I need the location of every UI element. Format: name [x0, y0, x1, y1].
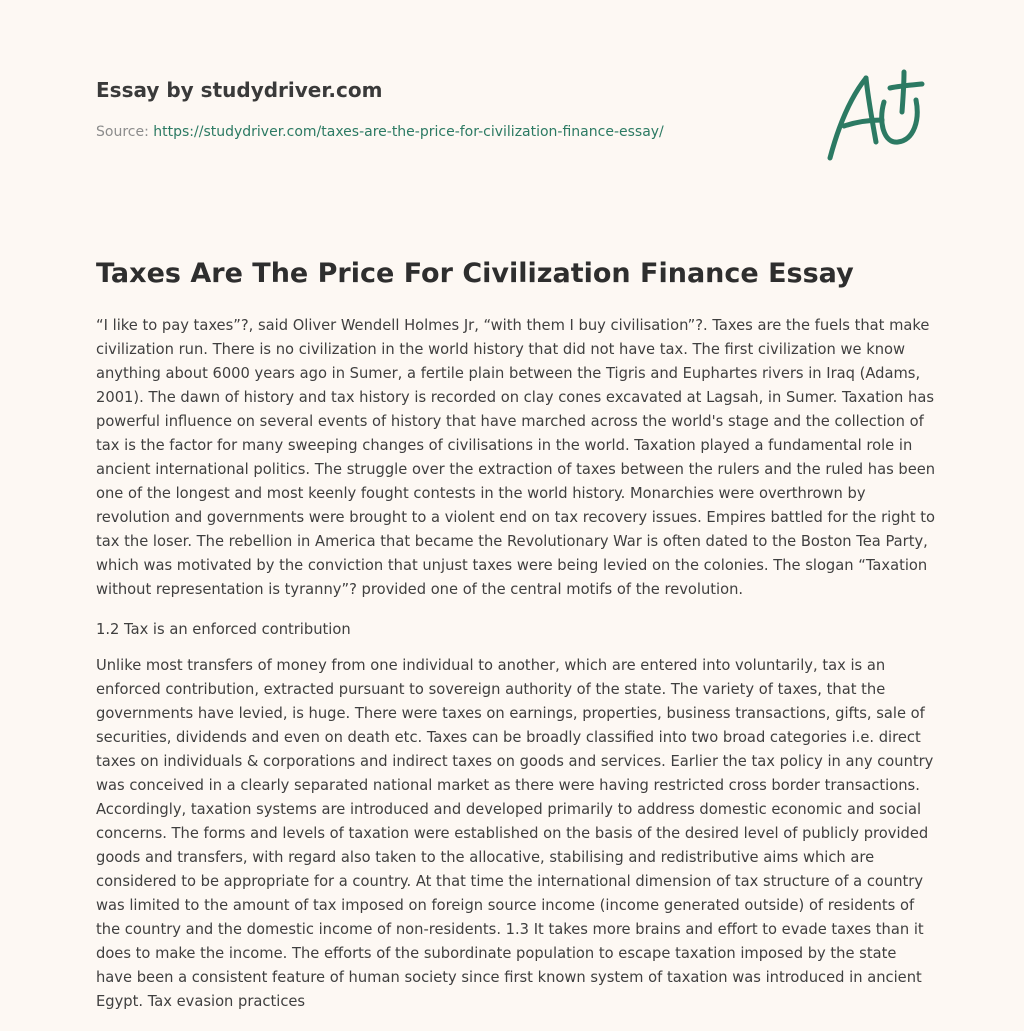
- a-plus-logo-icon: [822, 68, 926, 164]
- section-subheading: 1.2 Tax is an enforced contribution: [96, 621, 351, 638]
- source-label: Source:: [96, 124, 154, 140]
- essay-body: [96, 314, 936, 1030]
- page-header: [96, 75, 796, 142]
- source-line: [96, 122, 796, 142]
- essay-paragraph: Unlike most transfers of money from one individual to another, which are entered into voluntarily, tax is an enforced contribution, extracted pursuant to sovereign authority of the state. The variety of taxes, that the governments have levied, is huge. There were taxes on earnings, properties, business transactions, gifts, sale of securities, dividends and even on death etc. Taxes can be broadly classified into two broad categories i.e. direct taxes on individuals & corporations and indirect taxes on goods and services. Earlier the tax policy in any country was conceived in a clearly separated national market as there were having restricted cross border transactions. Accordingly, taxation systems are introduced and developed primarily to address domestic economic and social concerns. The forms and levels of taxation were established on the basis of the desired level of publicly provided goods and transfers, with regard also taken to the allocative, stabilising and redistributive aims which are considered to be appropriate for a country. At that time the international dimension of tax structure of a country was limited to the amount of tax imposed on foreign source income (income generated outside) of residents of the country and the domestic income of non-residents. 1.3 It takes more brains and effort to evade taxes than it does to make the income. The efforts of the subordinate population to escape taxation imposed by the state have been a consistent feature of human society since first known system of taxation was introduced in ancient Egypt. Tax evasion practices: [96, 657, 934, 1010]
- essay-title: Taxes Are The Price For Civilization Finance Essay: [96, 258, 854, 289]
- source-link[interactable]: https://studydriver.com/taxes-are-the-price-for-civilization-finance-essay/: [153, 124, 664, 140]
- essay-paragraph: “I like to pay taxes”?, said Oliver Wendell Holmes Jr, “with them I buy civilisation”?. Taxes are the fuels that make civilization run. There is no civilization in the world history that did not have tax. The first civilization we know anything about 6000 years ago in Sumer, a fertile plain between the Tigris and Euphartes rivers in Iraq (Adams, 2001). The dawn of history and tax history is recorded on clay cones excavated at Lagsah, in Sumer. Taxation has powerful influence on several events of history that have marched across the world's stage and the collection of tax is the factor for many sweeping changes of civilisations in the world. Taxation played a fundamental role in ancient international politics. The struggle over the extraction of taxes between the rulers and the ruled has been one of the longest and most keenly fought contests in the world history. Monarchies were overthrown by revolution and governments were brought to a violent end on tax recovery issues. Empires battled for the right to tax the loser. The rebellion in America that became the Revolutionary War is often dated to the Boston Tea Party, which was motivated by the conviction that unjust taxes were being levied on the colonies. The slogan “Taxation without representation is tyranny”? provided one of the central motifs of the revolution.: [96, 317, 936, 598]
- site-brand: Essay by studydriver.com: [96, 78, 383, 102]
